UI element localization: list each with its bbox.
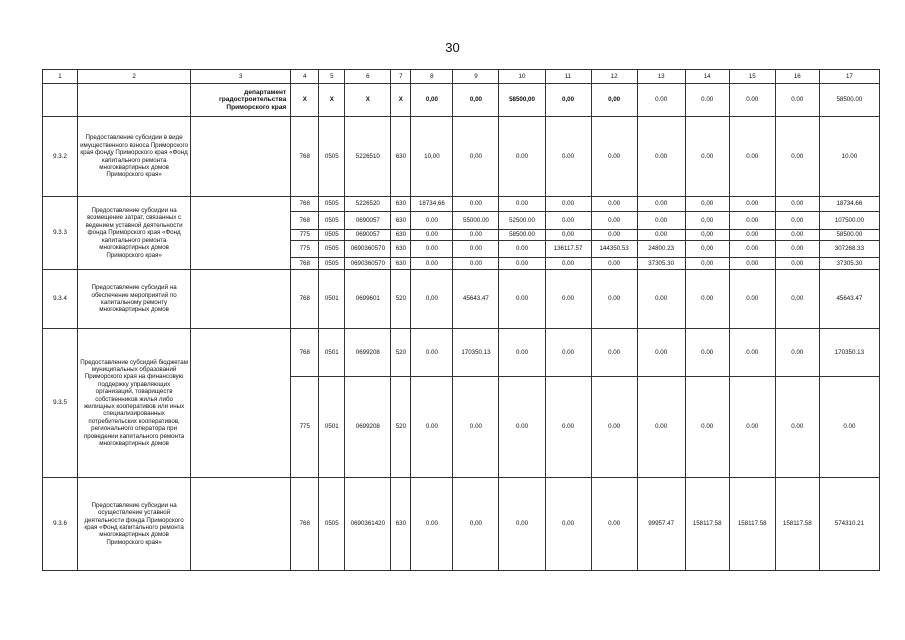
table-cell: 0.00 bbox=[685, 270, 729, 329]
table-cell: 52500.00 bbox=[499, 212, 545, 230]
table-cell bbox=[78, 84, 191, 117]
table-row bbox=[43, 478, 880, 571]
table-cell: 0.00 bbox=[729, 197, 775, 212]
department-name: департамент градостроительства Приморского края bbox=[191, 84, 291, 117]
table-cell: 0699601 bbox=[345, 270, 391, 329]
table-cell: X bbox=[345, 84, 391, 117]
table-cell: 0.00 bbox=[545, 197, 591, 212]
column-header: 11 bbox=[545, 70, 591, 84]
table-cell: 10,00 bbox=[411, 117, 453, 197]
column-header: 4 bbox=[291, 70, 319, 84]
table-cell: X bbox=[391, 84, 411, 117]
table-cell: 0690360570 bbox=[345, 241, 391, 258]
table-cell: 0.00 bbox=[729, 84, 775, 117]
table-cell: 0.00 bbox=[411, 212, 453, 230]
table-cell: 0.00 bbox=[775, 197, 819, 212]
table-cell: 0.00 bbox=[637, 84, 685, 117]
table-cell: 630 bbox=[391, 258, 411, 270]
table-cell: 0.00 bbox=[453, 258, 499, 270]
item-description: Предоставление субсидии в виде имущественного взноса Приморского края фонду Приморского края «Фонд капитального ремонта многоквартирных домов Приморского края» bbox=[78, 117, 191, 197]
table-cell: 5226510 bbox=[345, 117, 391, 197]
table-cell: 18734.66 bbox=[819, 197, 879, 212]
table-cell: 0.00 bbox=[775, 212, 819, 230]
table-cell: 0.00 bbox=[591, 478, 637, 571]
column-header: 2 bbox=[78, 70, 191, 84]
table-cell: 520 bbox=[391, 329, 411, 377]
table-cell: 0,00 bbox=[685, 258, 729, 270]
table-cell: 0.00 bbox=[453, 241, 499, 258]
table-cell: 0.00 bbox=[499, 270, 545, 329]
table-cell: 630 bbox=[391, 117, 411, 197]
column-header: 17 bbox=[819, 70, 879, 84]
item-description: Предоставление субсидии на осуществление уставной деятельности фонда Приморского края «Фонд капитального ремонта многоквартирных домов Приморского края» bbox=[78, 478, 191, 571]
table-cell: 0.00 bbox=[637, 212, 685, 230]
table-cell: 45643.47 bbox=[819, 270, 879, 329]
column-header: 10 bbox=[499, 70, 545, 84]
table-cell: 0.00 bbox=[591, 212, 637, 230]
table-cell: 630 bbox=[391, 230, 411, 241]
table-cell: 768 bbox=[291, 270, 319, 329]
table-cell: 0,00 bbox=[685, 197, 729, 212]
table-cell: 5226520 bbox=[345, 197, 391, 212]
table-cell: 0.00 bbox=[729, 212, 775, 230]
table-cell: 768 bbox=[291, 197, 319, 212]
table-cell bbox=[191, 117, 291, 197]
table-cell: 0.00 bbox=[411, 329, 453, 377]
table-cell bbox=[43, 84, 78, 117]
table-cell: 10.00 bbox=[819, 117, 879, 197]
table-cell: 0,00 bbox=[685, 241, 729, 258]
table-cell: 0699208 bbox=[345, 329, 391, 377]
table-cell: 58500.00 bbox=[499, 230, 545, 241]
table-cell: 0.00 bbox=[729, 117, 775, 197]
table-cell: 0699208 bbox=[345, 377, 391, 478]
table-cell: 45643,47 bbox=[453, 270, 499, 329]
table-cell: 0501 bbox=[319, 377, 345, 478]
table-cell: 0.00 bbox=[591, 329, 637, 377]
column-header: 3 bbox=[191, 70, 291, 84]
table-cell: 0.00 bbox=[591, 258, 637, 270]
table-body bbox=[43, 117, 880, 571]
table-cell: 158117.58 bbox=[729, 478, 775, 571]
table-cell: 630 bbox=[391, 478, 411, 571]
table-cell: 0690057 bbox=[345, 230, 391, 241]
table-cell: 0505 bbox=[319, 478, 345, 571]
table-cell: 58500,00 bbox=[499, 84, 545, 117]
table-cell: 0.00 bbox=[591, 270, 637, 329]
table-cell: 0.00 bbox=[591, 230, 637, 241]
table-cell: 0.00 bbox=[591, 377, 637, 478]
table-cell: 0505 bbox=[319, 197, 345, 212]
table-cell: 37305.30 bbox=[819, 258, 879, 270]
table-cell: 0.00 bbox=[685, 377, 729, 478]
table-cell: 0.00 bbox=[637, 230, 685, 241]
table-cell: 768 bbox=[291, 478, 319, 571]
table-cell: 0.00 bbox=[545, 329, 591, 377]
table-cell: 0.00 bbox=[775, 329, 819, 377]
table-cell: 775 bbox=[291, 241, 319, 258]
table-cell: 0,00 bbox=[545, 84, 591, 117]
table-cell: 0,00 bbox=[453, 478, 499, 571]
table-cell: 0505 bbox=[319, 241, 345, 258]
table-cell bbox=[191, 478, 291, 571]
table-cell: 58500.00 bbox=[819, 84, 879, 117]
table-cell: 0505 bbox=[319, 230, 345, 241]
item-description: Предоставление субсидий на обеспечение мероприятий по капитальному ремонту многоквартирных домов bbox=[78, 270, 191, 329]
item-code: 9.3.4 bbox=[43, 270, 78, 329]
table-cell: 630 bbox=[391, 241, 411, 258]
table-cell: 0.00 bbox=[499, 197, 545, 212]
column-number-row bbox=[43, 70, 880, 84]
table-cell: 0.00 bbox=[545, 270, 591, 329]
table-cell: X bbox=[291, 84, 319, 117]
table-cell: 0.00 bbox=[453, 230, 499, 241]
table-cell: 0.00 bbox=[411, 230, 453, 241]
table-cell: 0.00 bbox=[637, 329, 685, 377]
table-cell: 0,00 bbox=[411, 270, 453, 329]
table-cell: 0,00 bbox=[591, 84, 637, 117]
table-cell: 58500.00 bbox=[819, 230, 879, 241]
table-cell: 0,00 bbox=[685, 212, 729, 230]
table-cell: 0,00 bbox=[453, 117, 499, 197]
table-cell: 99957.47 bbox=[637, 478, 685, 571]
table-cell: 0.00 bbox=[775, 258, 819, 270]
budget-table bbox=[42, 69, 880, 571]
table-cell: 0.00 bbox=[775, 241, 819, 258]
table-cell: 170350.13 bbox=[453, 329, 499, 377]
table-cell: 37305.30 bbox=[637, 258, 685, 270]
table-cell: 158117.58 bbox=[775, 478, 819, 571]
item-code: 9.3.2 bbox=[43, 117, 78, 197]
table-cell: 768 bbox=[291, 329, 319, 377]
table-cell bbox=[191, 329, 291, 478]
table-cell: 0,00 bbox=[775, 270, 819, 329]
item-description: Предоставление субсидий бюджетам муниципальных образований Приморского края на финансовую поддержку управляющих организаций, товариществ собственников жилья либо жилищных кооперативов или иных специализированных потребительских кооперативов, регионального оператора при проведении капитального ремонта многоквартирных домов bbox=[78, 329, 191, 478]
table-cell: 0.00 bbox=[729, 258, 775, 270]
table-cell bbox=[191, 270, 291, 329]
table-cell: 775 bbox=[291, 377, 319, 478]
column-header: 9 bbox=[453, 70, 499, 84]
table-cell: 0690360570 bbox=[345, 258, 391, 270]
table-row bbox=[43, 117, 880, 197]
table-cell: 0.00 bbox=[499, 377, 545, 478]
table-cell: 18734,66 bbox=[411, 197, 453, 212]
table-cell: 0.00 bbox=[453, 197, 499, 212]
table-cell: 307268.33 bbox=[819, 241, 879, 258]
table-cell: 0.00 bbox=[591, 117, 637, 197]
table-cell: 0.00 bbox=[545, 117, 591, 197]
table-cell: 0.00 bbox=[729, 270, 775, 329]
table-cell: 0690361420 bbox=[345, 478, 391, 571]
table-cell: 0.00 bbox=[637, 270, 685, 329]
table-cell: 0,00 bbox=[499, 478, 545, 571]
table-cell: 0.00 bbox=[685, 117, 729, 197]
table-cell: 0.00 bbox=[775, 117, 819, 197]
column-header: 16 bbox=[775, 70, 819, 84]
table-cell: 0,00 bbox=[545, 478, 591, 571]
page-number: 30 bbox=[445, 40, 460, 55]
table-cell: 144350.53 bbox=[591, 241, 637, 258]
table-row bbox=[43, 197, 880, 212]
table-cell: 768 bbox=[291, 258, 319, 270]
table-cell: 0.00 bbox=[685, 329, 729, 377]
item-description: Предоставление субсидии на возмещение затрат, связанных с ведением уставной деятельности фонда Приморского края «Фонд капитального ремонта многоквартирных домов Приморского края» bbox=[78, 197, 191, 270]
table-cell: 0.00 bbox=[685, 84, 729, 117]
table-cell: 0.00 bbox=[545, 258, 591, 270]
table-cell: 0,00 bbox=[411, 84, 453, 117]
table-cell: 0.00 bbox=[729, 329, 775, 377]
table-row bbox=[43, 329, 880, 377]
table-cell: 0.00 bbox=[775, 377, 819, 478]
table-cell: 0501 bbox=[319, 329, 345, 377]
table-cell: 520 bbox=[391, 377, 411, 478]
table-cell: 0.00 bbox=[819, 377, 879, 478]
item-code: 9.3.6 bbox=[43, 478, 78, 571]
table-cell: 0.00 bbox=[729, 241, 775, 258]
table-cell: 768 bbox=[291, 212, 319, 230]
table-cell: 0501 bbox=[319, 270, 345, 329]
table-cell: 574310.21 bbox=[819, 478, 879, 571]
table-cell: 0,00 bbox=[545, 230, 591, 241]
column-header: 14 bbox=[685, 70, 729, 84]
table-cell: 0.00 bbox=[499, 241, 545, 258]
table-cell: 0.00 bbox=[775, 84, 819, 117]
table-cell: 0505 bbox=[319, 117, 345, 197]
table-cell: 0.00 bbox=[453, 377, 499, 478]
table-cell: 0.00 bbox=[411, 377, 453, 478]
table-cell: 0505 bbox=[319, 212, 345, 230]
table-cell: 0,00 bbox=[685, 230, 729, 241]
table-cell: 158117.58 bbox=[685, 478, 729, 571]
table-cell: 0690057 bbox=[345, 212, 391, 230]
table-row bbox=[43, 270, 880, 329]
table-cell: 0.00 bbox=[637, 117, 685, 197]
table-cell: 0.00 bbox=[545, 212, 591, 230]
table-cell: X bbox=[319, 84, 345, 117]
table-cell: 55000.00 bbox=[453, 212, 499, 230]
table-cell: 520 bbox=[391, 270, 411, 329]
department-row bbox=[43, 84, 880, 117]
table-cell: 0.00 bbox=[411, 478, 453, 571]
column-header: 5 bbox=[319, 70, 345, 84]
table-cell: 0.00 bbox=[591, 197, 637, 212]
column-header: 12 bbox=[591, 70, 637, 84]
table-cell: 170350.13 bbox=[819, 329, 879, 377]
column-header: 15 bbox=[729, 70, 775, 84]
column-header: 1 bbox=[43, 70, 78, 84]
table-cell: 0.00 bbox=[545, 377, 591, 478]
table-cell: 0.00 bbox=[411, 258, 453, 270]
table-cell: 0.00 bbox=[775, 230, 819, 241]
table-cell: 0.00 bbox=[729, 230, 775, 241]
table-cell: 0.00 bbox=[637, 377, 685, 478]
table-cell: 775 bbox=[291, 230, 319, 241]
column-header: 13 bbox=[637, 70, 685, 84]
table-cell: 0.00 bbox=[499, 258, 545, 270]
table-cell: 768 bbox=[291, 117, 319, 197]
table-cell: 0.00 bbox=[637, 197, 685, 212]
table-cell: 0,00 bbox=[453, 84, 499, 117]
item-code: 9.3.3 bbox=[43, 197, 78, 270]
table-cell: 24800.23 bbox=[637, 241, 685, 258]
table-cell: 0.00 bbox=[729, 377, 775, 478]
table-cell: 0.00 bbox=[411, 241, 453, 258]
column-header: 7 bbox=[391, 70, 411, 84]
table-cell: 136117.57 bbox=[545, 241, 591, 258]
column-header: 8 bbox=[411, 70, 453, 84]
table-cell: 0.00 bbox=[499, 329, 545, 377]
table-cell: 0.00 bbox=[499, 117, 545, 197]
table-cell: 630 bbox=[391, 197, 411, 212]
table-cell bbox=[191, 197, 291, 270]
column-header: 6 bbox=[345, 70, 391, 84]
item-code: 9.3.5 bbox=[43, 329, 78, 478]
table-cell: 630 bbox=[391, 212, 411, 230]
table-cell: 0505 bbox=[319, 258, 345, 270]
table-cell: 107500.00 bbox=[819, 212, 879, 230]
